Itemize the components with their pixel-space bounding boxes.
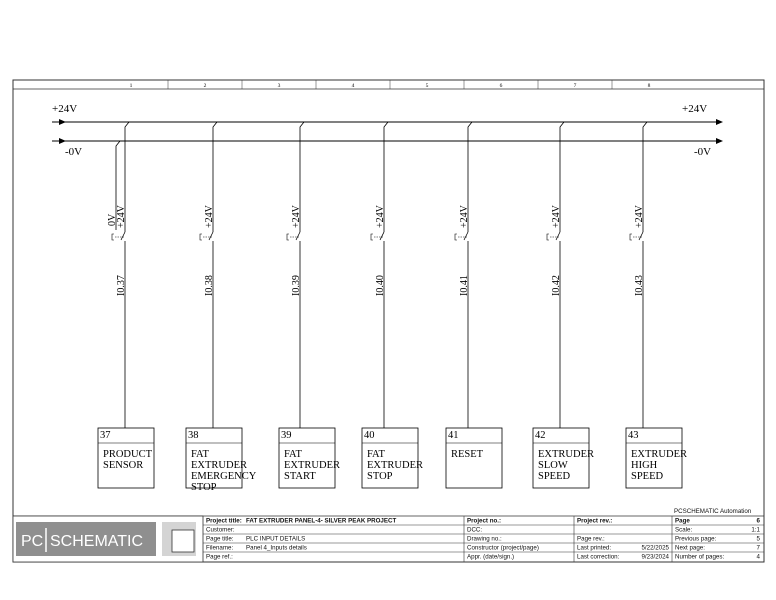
terminal-description-line: FAT: [367, 449, 385, 460]
terminal-description-line: EMERGENCY: [191, 471, 257, 482]
page-rev-label: Page rev.:: [577, 535, 605, 543]
customer-label: Customer:: [206, 526, 235, 534]
dcc-label: DCC:: [467, 526, 483, 534]
previous-page-value: 5: [756, 535, 760, 543]
column-number: 1: [129, 83, 133, 89]
page-title-label: Page title:: [206, 535, 234, 543]
input-address: I0.40: [375, 275, 386, 296]
column-markers: [130, 80, 651, 89]
terminal-number: 40: [364, 430, 375, 441]
last-printed-value: 5/22/2025: [641, 544, 669, 552]
input-circuit: [279, 122, 340, 488]
supply-label: +24V: [459, 205, 470, 228]
terminal-description-line: EXTRUDER: [631, 449, 687, 460]
switch-actuator-symbol: [371, 234, 373, 240]
input-circuit: [533, 122, 594, 488]
terminal-description-line: SENSOR: [103, 460, 144, 471]
number-of-pages-value: 4: [756, 553, 760, 561]
input-address: I0.39: [291, 275, 302, 296]
switch-actuator-symbol: [547, 234, 549, 240]
switch-contact: [121, 232, 125, 240]
supply-label: +24V: [204, 205, 215, 228]
column-number: 5: [425, 83, 429, 89]
scale-value: 1:1: [751, 526, 760, 534]
switch-actuator-symbol: [630, 234, 632, 240]
terminal-number: 41: [448, 430, 459, 441]
terminal-number: 37: [100, 430, 111, 441]
plus-rail-label-right: +24V: [682, 103, 708, 115]
project-title-label: Project title:: [206, 517, 242, 525]
column-number: 7: [573, 83, 577, 89]
last-correction-label: Last correction:: [577, 553, 620, 561]
page-label: Page: [675, 517, 690, 525]
terminal-number: 42: [535, 430, 546, 441]
terminal-description-line: SLOW: [538, 460, 568, 471]
terminal-number: 38: [188, 430, 199, 441]
last-printed-label: Last printed:: [577, 544, 612, 552]
switch-actuator-symbol: [455, 234, 457, 240]
previous-page-label: Previous page:: [675, 535, 717, 543]
switch-actuator-symbol: [200, 234, 202, 240]
switch-actuator-symbol: [287, 234, 289, 240]
sensor-0v-label: 0V: [107, 213, 118, 226]
column-number: 3: [277, 83, 281, 89]
terminal-description-line: START: [284, 471, 316, 482]
input-circuit: [186, 122, 257, 493]
logo-square-inner: [172, 530, 194, 552]
terminal-description-line: STOP: [367, 471, 393, 482]
filename-value: Panel 4_Inputs details: [246, 544, 307, 552]
supply-label: +24V: [291, 205, 302, 228]
switch-contact: [639, 232, 643, 240]
terminal-description-line: SPEED: [631, 471, 664, 482]
logo-text-pc: PC: [21, 533, 44, 550]
appr-label: Appr. (date/sign.): [467, 553, 515, 561]
supply-label: +24V: [375, 205, 386, 228]
switch-contact: [556, 232, 560, 240]
input-address: I0.42: [551, 275, 562, 296]
scale-label: Scale:: [675, 526, 693, 534]
terminal-description-line: RESET: [451, 449, 484, 460]
switch-contact: [209, 232, 213, 240]
next-page-value: 7: [756, 544, 760, 552]
supply-label: +24V: [116, 205, 127, 228]
number-of-pages-label: Number of pages:: [675, 553, 725, 561]
terminal-description-line: PRODUCT: [103, 449, 153, 460]
switch-contact: [296, 232, 300, 240]
switch-contact: [464, 232, 468, 240]
column-number: 6: [499, 83, 503, 89]
column-number: 2: [203, 83, 207, 89]
terminal-description-line: FAT: [284, 449, 302, 460]
title-block: [13, 508, 764, 562]
page-title-value: PLC INPUT DETAILS: [246, 535, 306, 543]
supply-label: +24V: [634, 205, 645, 228]
page-ref-label: Page ref.:: [206, 553, 233, 561]
sheet-border: [13, 80, 764, 562]
project-no-label: Project no.:: [467, 517, 502, 525]
last-correction-value: 9/23/2024: [641, 553, 669, 561]
input-address: I0.37: [116, 275, 127, 296]
terminal-number: 39: [281, 430, 292, 441]
input-circuit: [626, 122, 687, 488]
switch-contact: [380, 232, 384, 240]
terminal-description-line: EXTRUDER: [284, 460, 340, 471]
terminal-description-line: SPEED: [538, 471, 571, 482]
input-circuits: [98, 122, 687, 493]
company-name: PCSCHEMATIC Automation: [674, 508, 752, 515]
page-value: 6: [756, 517, 760, 525]
plus-rail-label-left: +24V: [52, 103, 78, 115]
constructor-label: Constructor (project/page): [467, 544, 539, 552]
input-address: I0.41: [459, 275, 470, 296]
switch-actuator-symbol: [112, 234, 114, 240]
terminal-description-line: HIGH: [631, 460, 658, 471]
input-circuit: [362, 122, 423, 488]
minus-rail-label-right: -0V: [694, 146, 712, 158]
column-number: 8: [647, 83, 651, 89]
plus-24v-rail: [52, 103, 723, 125]
terminal-description-line: EXTRUDER: [367, 460, 423, 471]
terminal-description-line: EXTRUDER: [191, 460, 247, 471]
input-circuit: [446, 122, 502, 488]
terminal-number: 43: [628, 430, 639, 441]
minus-rail-label-left: -0V: [65, 146, 83, 158]
input-circuit: [98, 122, 154, 488]
filename-label: Filename:: [206, 544, 234, 552]
terminal-description-line: FAT: [191, 449, 209, 460]
drawing-no-label: Drawing no.:: [467, 535, 502, 543]
terminal-description-line: STOP: [191, 482, 217, 493]
supply-label: +24V: [551, 205, 562, 228]
terminal-description-line: EXTRUDER: [538, 449, 594, 460]
column-number: 4: [351, 83, 355, 89]
input-address: I0.38: [204, 275, 215, 296]
next-page-label: Next page:: [675, 544, 705, 552]
project-title-value: FAT EXTRUDER PANEL-4- SILVER PEAK PROJECT: [246, 517, 397, 525]
project-rev-label: Project rev.:: [577, 517, 613, 525]
logo-text-schematic: SCHEMATIC: [50, 533, 144, 550]
minus-0v-rail: [52, 138, 723, 158]
input-address: I0.43: [634, 275, 645, 296]
